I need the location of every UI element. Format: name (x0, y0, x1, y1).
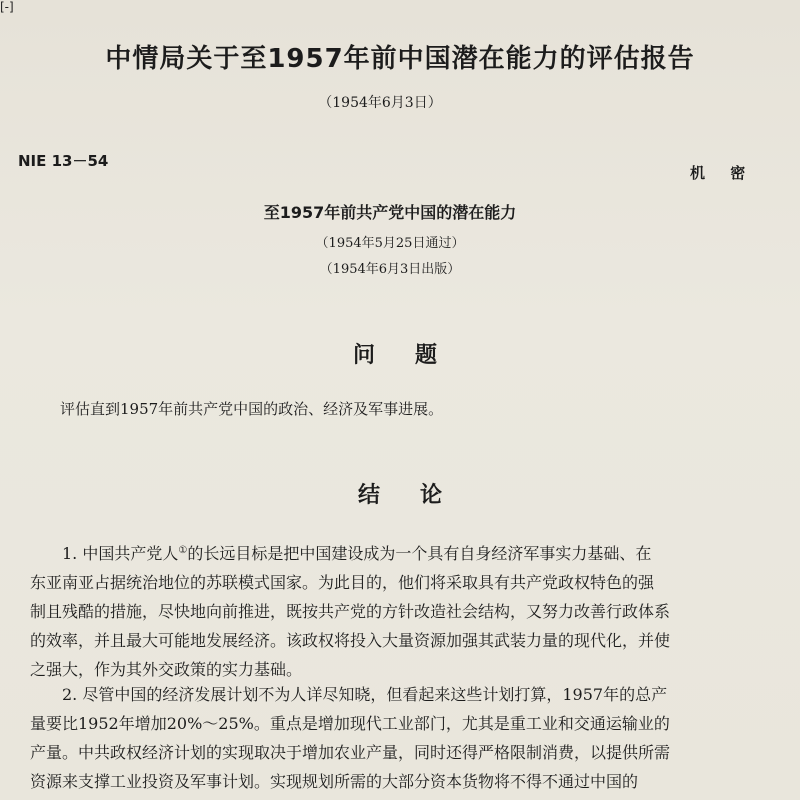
document-title: 中情局关于至1957年前中国潜在能力的评估报告 (105, 44, 695, 74)
page-corner-mark: [-] (0, 0, 14, 14)
paragraph-line: 之强大，作为其外交政策的实力基础。 (30, 660, 303, 679)
paragraph-line: 东亚南亚占据统治地位的苏联模式国家。为此目的，他们将采取具有共产党政权特色的强 (30, 573, 655, 592)
classification-label: 机 密 (690, 164, 756, 182)
paragraph-line: 产量。中共政权经济计划的实现取决于增加农业产量，同时还得严格限制消费，以提供所需 (30, 743, 671, 762)
question-text: 评估直到1957年前共产党中国的政治、经济及军事进展。 (60, 400, 444, 418)
document-code: NIE 13－54 (18, 152, 109, 170)
paragraph-line: 1. 中国共产党人①的长远目标是把中国建设成为一个具有自身经济军事实力基础、在 (62, 544, 652, 563)
report-subtitle: 至1957年前共产党中国的潜在能力 (263, 203, 517, 222)
paragraph-line: 资源来支撑工业投资及军事计划。实现规划所需的大部分资本货物将不得不通过中国的 (30, 772, 639, 791)
footnote-marker: ① (178, 545, 188, 556)
passed-date: （1954年5月25日通过） (315, 236, 465, 251)
conclusion-heading: 结论 (357, 483, 482, 508)
conclusion-paragraph-2 (30, 680, 790, 796)
paragraph-line: 量要比1952年增加20%～25%。重点是增加现代工业部门，尤其是重工业和交通运输业的 (30, 714, 670, 733)
paragraph-line: 制且残酷的措施，尽快地向前推进，既按共产党的方针改造社会结构，又努力改善行政体系 (30, 602, 671, 621)
question-heading: 问题 (352, 343, 477, 368)
published-date: （1954年6月3日出版） (319, 262, 461, 277)
paragraph-line: 2. 尽管中国的经济发展计划不为人详尽知晓，但看起来这些计划打算，1957年的总产 (62, 685, 668, 704)
document-date: （1954年6月3日） (318, 95, 442, 111)
conclusion-paragraph-1 (30, 536, 790, 684)
paragraph-line: 的效率，并且最大可能地发展经济。该政权将投入大量资源加强其武装力量的现代化，并使 (30, 631, 671, 650)
